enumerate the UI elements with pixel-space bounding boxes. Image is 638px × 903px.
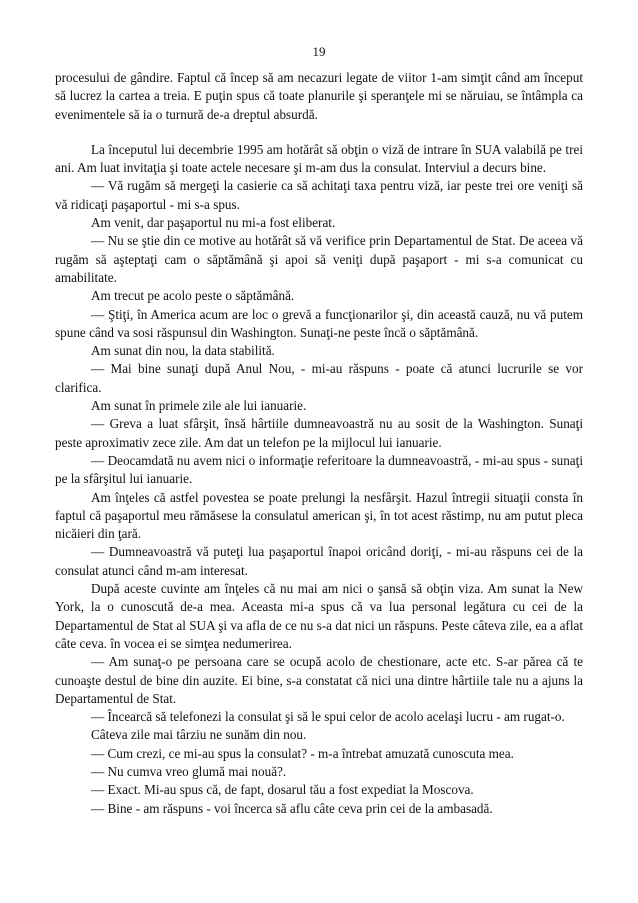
- paragraph: — Greva a luat sfârşit, însă hârtiile dumneavoastră nu au sosit de la Washington. Sunaţi peste aproximativ zece zile. Am dat un telefon pe la mijlocul lui ianuarie.: [55, 416, 583, 450]
- paragraph: Am trecut pe acolo peste o săptămână.: [91, 288, 295, 304]
- paragraph: — Vă rugăm să mergeţi la casierie ca să achitaţi taxa pentru viză, iar peste trei ore veniţi să vă ridicaţi paşaportul - mi s-a spus.: [55, 178, 583, 212]
- paragraph: — Mai bine sunaţi după Anul Nou, - mi-au răspuns - poate că atunci lucrurile se vor clarifica.: [55, 361, 583, 395]
- paragraph: La începutul lui decembrie 1995 am hotărât să obţin o viză de intrare în SUA valabilă pe trei ani. Am luat invitaţia şi toate actele necesare şi m-am dus la consulat. Interviul a decurs bine.: [55, 141, 583, 176]
- paragraph: Am venit, dar paşaportul nu mi-a fost eliberat.: [91, 215, 336, 231]
- paragraph: — Exact. Mi-au spus că, de fapt, dosarul tău a fost expediat la Moscova.: [91, 782, 474, 798]
- page-number: 19: [312, 44, 326, 59]
- body-text: [55, 69, 583, 818]
- paragraph: Am sunat din nou, la data stabilită.: [91, 343, 275, 359]
- paragraph: — Deocamdată nu avem nici o informaţie referitoare la dumneavoastră, - mi-au spus - sunaţi pe la sfârşitul lui ianuarie.: [55, 452, 583, 487]
- paragraph: — Nu se ştie din ce motive au hotărât să vă verifice prin Departamentul de Stat. De aceea vă rugăm să aşteptaţi cam o săptămână şi apoi să veniţi după paşaport - mi s-a comunicat cu amabilitate.: [55, 233, 583, 285]
- paragraph: După aceste cuvinte am înţeles că nu mai am nici o şansă să obţin viza. Am sunat la New York, la o cunoscută de-a mea. Aceasta mi-a spus că va lua personal legătura cu cei de la Departamentul de Stat al SUA şi va afla de ce nu s-a dat nici un răspuns. Peste câteva zile, ea a aflat câte ceva. în vocea ei se simţea nedumerirea.: [55, 581, 583, 651]
- paragraph: — Încearcă să telefonezi la consulat şi să le spui celor de acolo acelaşi lucru - am rugat-o.: [91, 709, 565, 725]
- paragraph: Am înţeles că astfel povestea se poate prelungi la nesfârşit. Hazul întregii situaţii consta în faptul că paşaportul meu rămăsese la consulatul american şi, în tot acest răstimp, nu am putut pleca nicăieri din ţară.: [55, 489, 583, 542]
- paragraph: Am sunat în primele zile ale lui ianuarie.: [91, 398, 307, 414]
- paragraph: — Cum crezi, ce mi-au spus la consulat? - m-a întrebat amuzată cunoscuta mea.: [91, 745, 514, 761]
- paragraph: — Dumneavoastră vă puteţi lua paşaportul înapoi oricând doriţi, - mi-au răspuns cei de la consulat atunci când m-am interesat.: [55, 544, 583, 578]
- paragraph: — Am sunaţ-o pe persoana care se ocupă acolo de chestionare, acte etc. S-ar părea că te cunoaşte destul de bine din auzite. Ei bine, s-a constatat că nici una dintre hârtiile tale nu a ajuns la Departamentul de Stat.: [55, 654, 583, 706]
- paragraph: — Ştiţi, în America acum are loc o grevă a funcţionarilor şi, din această cauză, nu vă putem spune când va sosi răspunsul din Washington. Sunaţi-ne peste încă o săptămână.: [55, 306, 583, 340]
- paragraph: — Nu cumva vreo glumă mai nouă?.: [91, 763, 287, 779]
- paragraph: procesului de gândire. Faptul că încep să am necazuri legate de viitor 1-am simţit când am început să lucrez la cartea a treia. E puţin spus că toate planurile şi speranţele mi se năruiau, se întâmpla ca evenimentele să ia o turnură de-a dreptul absurdă.: [55, 70, 583, 122]
- paragraph: — Bine - am răspuns - voi încerca să aflu câte ceva prin cei de la ambasadă.: [91, 800, 493, 816]
- paragraph: Câteva zile mai târziu ne sunăm din nou.: [91, 727, 307, 743]
